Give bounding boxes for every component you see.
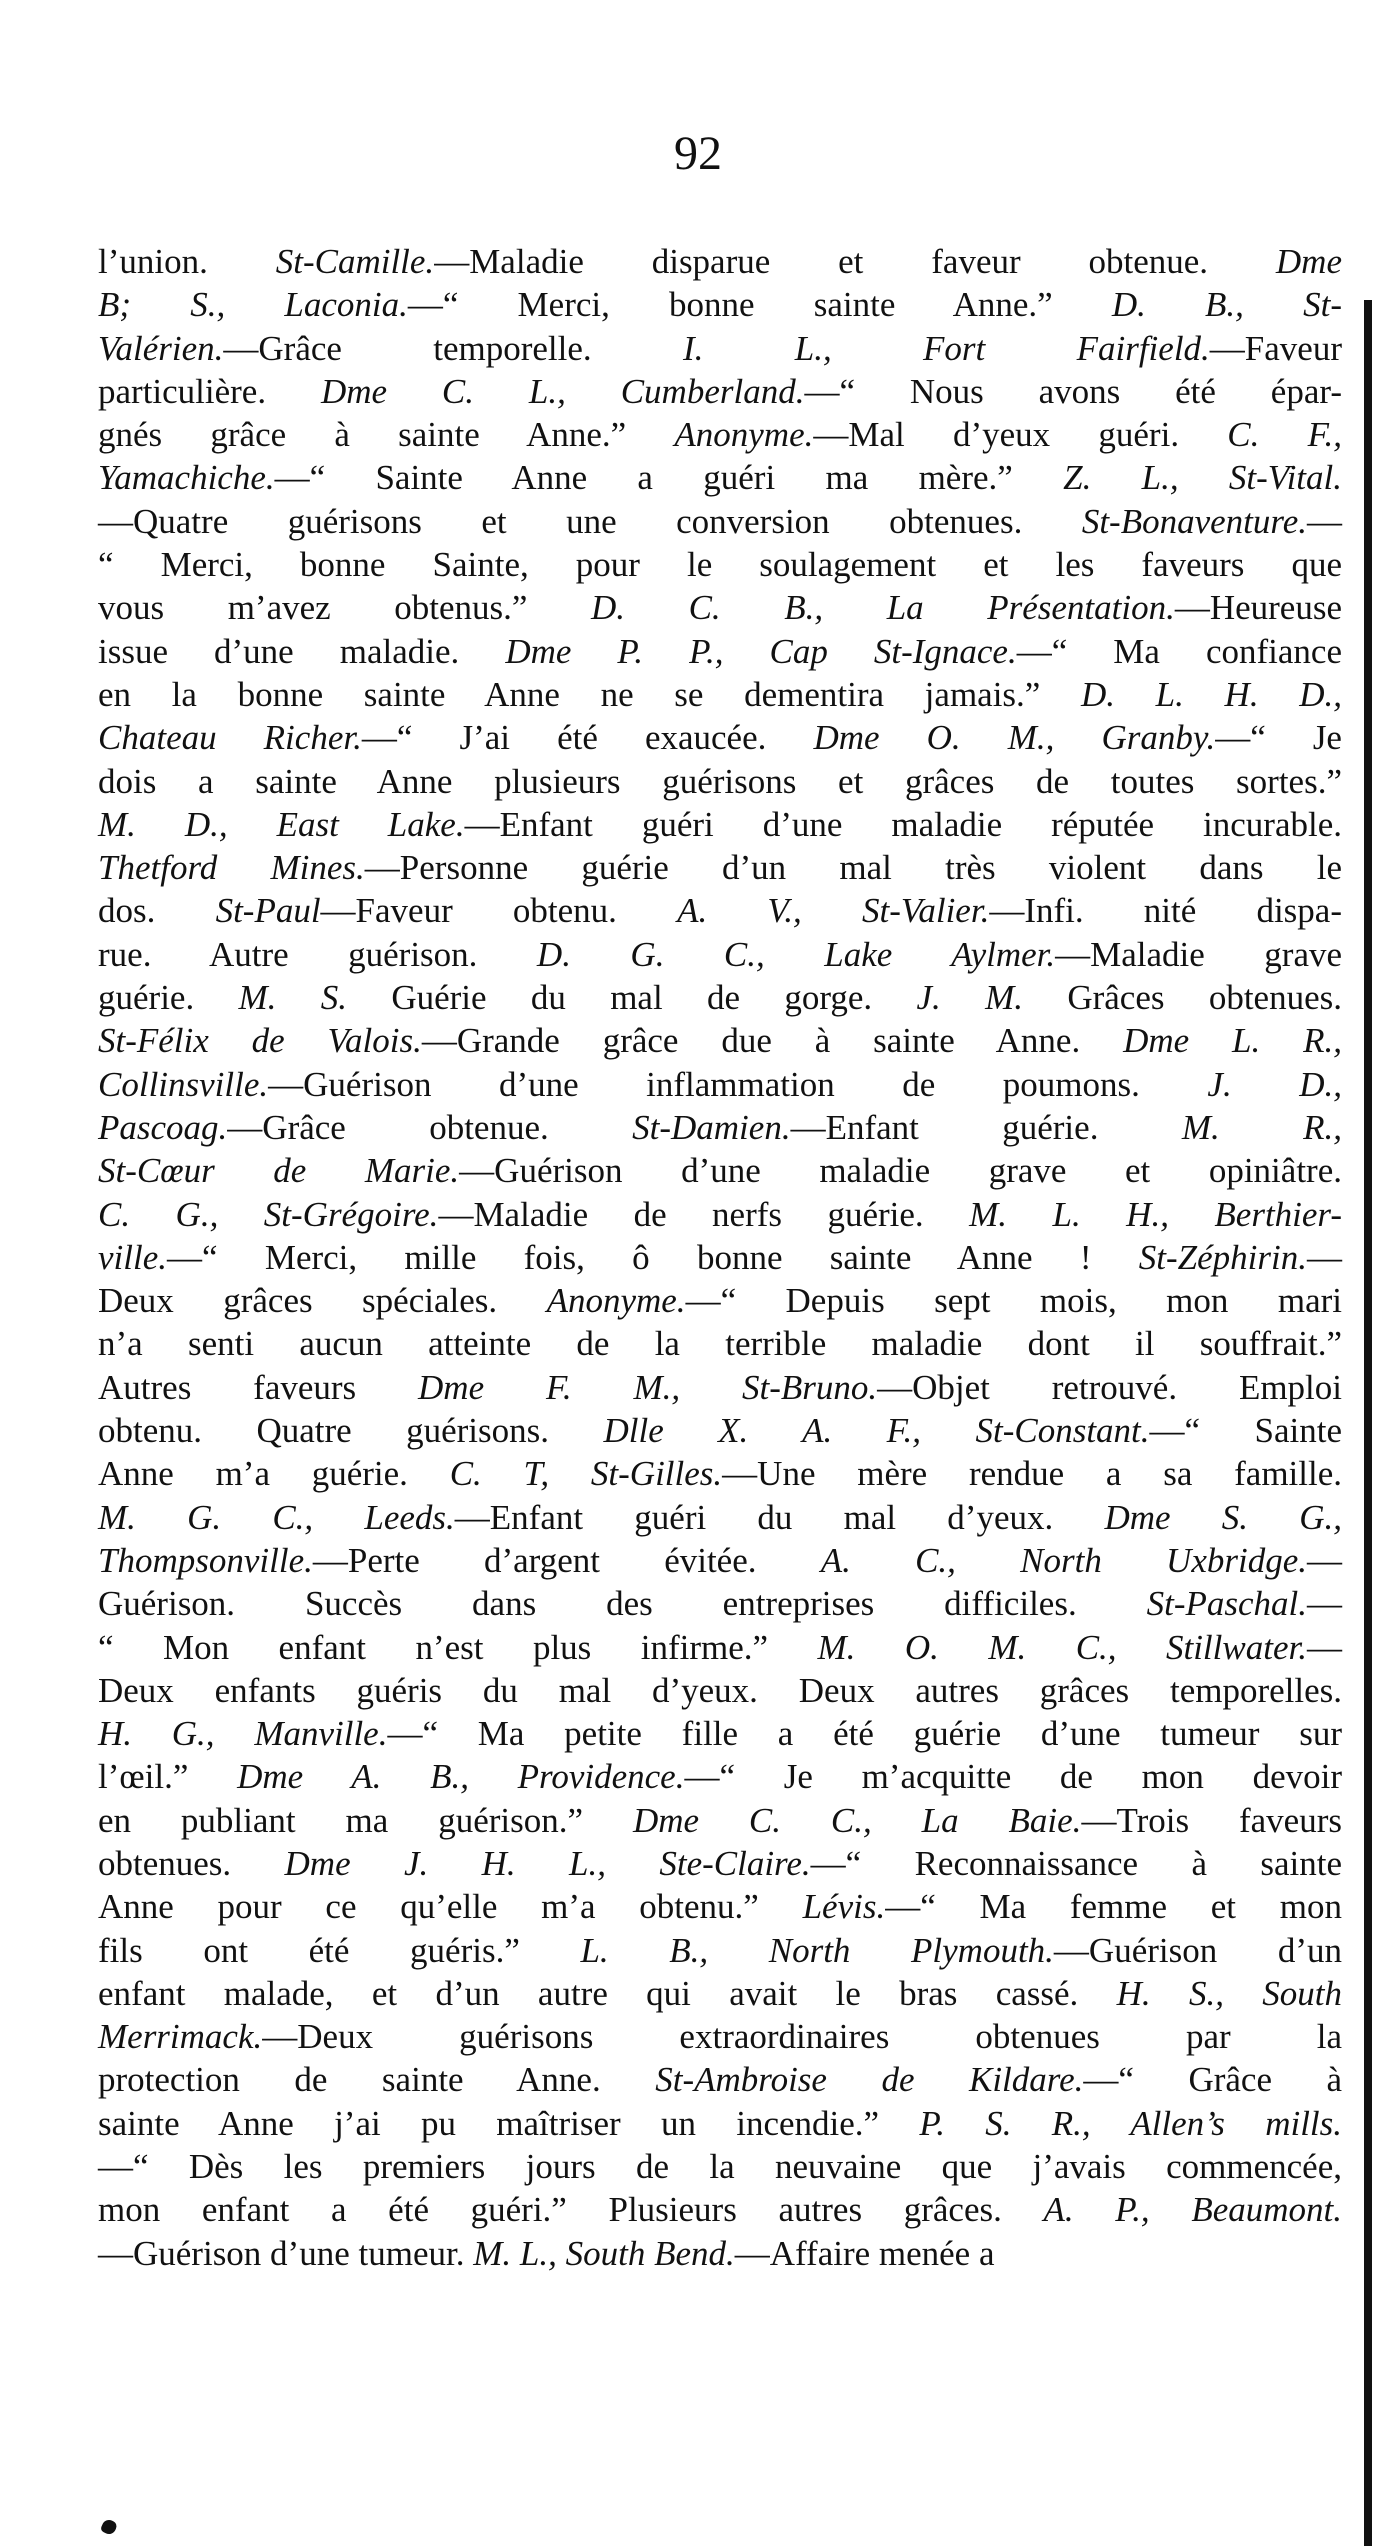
text-segment: enfant malade, et d’un autre qui avait le bras cassé. (98, 1973, 1117, 2013)
italic-segment: Anonyme. (674, 415, 814, 455)
text-segment: l’œil.” (98, 1757, 238, 1797)
text-segment: —“ Nous avons été épar- (804, 371, 1342, 411)
text-segment: —“ Reconnaissance à sainte (810, 1843, 1342, 1883)
text-segment: “ Mon enfant n’est plus infirme.” (98, 1627, 818, 1667)
text-segment: Deux enfants guéris du mal d’yeux. Deux autres grâces temporelles. (98, 1670, 1342, 1710)
text-segment: —Guérison d’une tumeur. (98, 2233, 474, 2273)
text-segment: sainte Anne j’ai pu maîtriser un incendie.” (98, 2103, 920, 2143)
italic-segment: St-Félix de Valois. (98, 1021, 422, 1061)
page-edge-rule (1364, 300, 1372, 2546)
text-segment: —Grâce obtenue. (227, 1107, 633, 1147)
text-segment: —Objet retrouvé. Emploi (877, 1367, 1342, 1407)
italic-segment: Valérien. (98, 328, 224, 368)
text-segment: —Enfant guéri d’une maladie réputée incurable. (464, 804, 1342, 844)
page-number: 92 (674, 127, 722, 180)
italic-segment: D. C. B., La Présentation. (590, 588, 1175, 628)
italic-segment: M. L., South Bend. (473, 2233, 735, 2273)
text-segment: n’a senti aucun atteinte de la terrible maladie dont il souffrait.” (98, 1324, 1342, 1364)
italic-segment: Pascoag. (98, 1107, 228, 1147)
text-line (98, 1322, 1342, 1365)
text-line (98, 1452, 1342, 1495)
text-segment: —Perte d’argent évitée. (312, 1540, 821, 1580)
italic-segment: Yamachiche. (98, 458, 275, 498)
text-segment: Guérie du mal de gorge. (347, 978, 917, 1018)
text-line (98, 630, 1342, 673)
text-segment: —“ Depuis sept mois, mon mari (685, 1281, 1342, 1321)
text-segment: particulière. (98, 371, 321, 411)
text-segment: —Guérison d’un (1053, 1930, 1342, 1970)
text-segment: obtenu. Quatre guérisons. (98, 1411, 604, 1451)
text-line (98, 1193, 1342, 1236)
text-segment: en la bonne sainte Anne ne se dementira jamais.” (98, 674, 1081, 714)
italic-segment: C. F., (1227, 415, 1342, 455)
italic-segment: Merrimack. (98, 2017, 263, 2057)
italic-segment: Lévis. (802, 1887, 886, 1927)
italic-segment: St-Cœur de Marie. (98, 1151, 460, 1191)
italic-segment: Dme C. C., La Baie. (632, 1800, 1082, 1840)
text-line (98, 456, 1342, 499)
text-segment: —Guérison d’une inflammation de poumons. (268, 1064, 1208, 1104)
text-segment: vous m’avez obtenus.” (98, 588, 591, 628)
text-line (98, 1236, 1342, 1279)
text-line (98, 413, 1342, 456)
italic-segment: Dme J. H. L., Ste-Claire. (284, 1843, 811, 1883)
text-segment: protection de sainte Anne. (98, 2060, 656, 2100)
italic-segment: Chateau Richer. (98, 718, 362, 758)
text-segment: Autres faveurs (98, 1367, 419, 1407)
text-segment: Grâces obtenues. (1023, 978, 1342, 1018)
text-segment: —Maladie disparue et faveur obtenue. (434, 242, 1276, 281)
text-segment: issue d’une maladie. (98, 631, 506, 671)
text-line (98, 1799, 1342, 1842)
italic-segment: M. R., (1181, 1107, 1342, 1147)
text-segment: gnés grâce à sainte Anne.” (98, 415, 675, 455)
text-segment: —Trois faveurs (1081, 1800, 1342, 1840)
text-line (98, 1669, 1342, 1712)
text-segment: fils ont été guéris.” (98, 1930, 581, 1970)
italic-segment: Collinsville. (98, 1064, 269, 1104)
italic-segment: I. L., Fort Fairfield. (683, 328, 1210, 368)
italic-segment: St-Paschal. (1146, 1584, 1307, 1624)
italic-segment: St-Ambroise de Kildare. (655, 2060, 1084, 2100)
italic-segment: St-Zéphirin. (1138, 1237, 1307, 1277)
text-segment: —Faveur (1209, 328, 1342, 368)
text-segment: l’union. (98, 242, 276, 281)
text-segment: — (1307, 1237, 1342, 1277)
italic-segment: ville. (98, 1237, 167, 1277)
italic-segment: Anonyme. (546, 1281, 686, 1321)
italic-segment: St-Bonaventure. (1081, 501, 1307, 541)
text-line (98, 716, 1342, 759)
text-segment: —Enfant guérie. (790, 1107, 1182, 1147)
text-segment: —“ Sainte (1149, 1411, 1342, 1451)
text-segment: —Maladie de nerfs guérie. (438, 1194, 970, 1234)
text-line (98, 240, 1342, 283)
text-line (98, 500, 1342, 543)
text-segment: rue. Autre guérison. (98, 934, 537, 974)
body-text (98, 240, 1342, 2275)
italic-segment: Dme C. L., Cumberland. (320, 371, 805, 411)
text-line (98, 1842, 1342, 1885)
text-line (98, 1582, 1342, 1625)
italic-segment: L. B., North Plymouth. (580, 1930, 1054, 1970)
text-segment: —“ Merci, mille fois, ô bonne sainte Anne ! (167, 1237, 1139, 1277)
text-line (98, 1149, 1342, 1192)
text-segment: “ Merci, bonne Sainte, pour le soulagement et les faveurs que (98, 545, 1342, 585)
italic-segment: Dme S. G., (1104, 1497, 1342, 1537)
text-line (98, 2232, 1342, 2275)
text-line (98, 1279, 1342, 1322)
text-line (98, 1063, 1342, 1106)
text-line (98, 760, 1342, 803)
text-segment: — (1307, 1540, 1342, 1580)
italic-segment: D. G. C., Lake Aylmer. (536, 934, 1056, 974)
text-segment: —Personne guérie d’un mal très violent dans le (364, 848, 1342, 888)
text-line (98, 327, 1342, 370)
text-line (98, 370, 1342, 413)
italic-segment: Dme F. M., St-Bruno. (418, 1367, 878, 1407)
text-segment: —Guérison d’une maladie grave et opiniâtre. (459, 1151, 1342, 1191)
italic-segment: Thompsonville. (98, 1540, 313, 1580)
text-line (98, 2015, 1342, 2058)
ink-blot (100, 2518, 119, 2537)
italic-segment: M. L. H., Berthier- (969, 1194, 1342, 1234)
text-segment: —“ Ma confiance (1016, 631, 1342, 671)
text-segment: nité dispa- (1143, 891, 1342, 931)
text-segment: —Enfant guéri du mal d’yeux. (454, 1497, 1105, 1537)
italic-segment: J. M. (916, 978, 1024, 1018)
italic-segment: J. D., (1207, 1064, 1342, 1104)
text-segment: —Infi. (989, 891, 1144, 931)
text-line (98, 1755, 1342, 1798)
italic-segment: A. C., North Uxbridge. (820, 1540, 1307, 1580)
italic-segment: C. T, St-Gilles. (449, 1454, 723, 1494)
italic-segment: Dme (1275, 242, 1342, 281)
text-segment: —Affaire menée a (734, 2233, 995, 2273)
text-segment: mon enfant a été guéri.” Plusieurs autres grâces. (98, 2190, 1044, 2230)
italic-segment: St-Damien. (632, 1107, 791, 1147)
text-line (98, 2102, 1342, 2145)
italic-segment: M. O. M. C., Stillwater. (817, 1627, 1307, 1667)
text-line (98, 543, 1342, 586)
italic-segment: Z. L., St-Vital. (1063, 458, 1343, 498)
text-segment: — (1306, 1627, 1342, 1667)
text-line (98, 846, 1342, 889)
text-segment: —“ J’ai été exaucée. (361, 718, 814, 758)
italic-segment: Thetford Mines. (98, 848, 365, 888)
italic-segment: Dme P. P., Cap St-Ignace. (505, 631, 1017, 671)
text-segment: en publiant ma guérison.” (98, 1800, 633, 1840)
text-line (98, 2188, 1342, 2231)
text-segment: — (1307, 501, 1342, 541)
text-line (98, 1106, 1342, 1149)
text-line (98, 933, 1342, 976)
italic-segment: St-Paul (215, 891, 321, 931)
italic-segment: B; S., Laconia. (98, 285, 408, 325)
text-segment: —“ Ma femme et mon (885, 1887, 1342, 1927)
italic-segment: M. D., East Lake. (98, 804, 465, 844)
text-line (98, 1366, 1342, 1409)
italic-segment: D. B., St- (1111, 285, 1342, 325)
text-line (98, 1409, 1342, 1452)
italic-segment: M. S. (238, 978, 348, 1018)
text-line (98, 889, 1342, 932)
text-line (98, 1712, 1342, 1755)
text-line (98, 1539, 1342, 1582)
text-segment: Guérison. Succès dans des entreprises difficiles. (98, 1584, 1147, 1624)
text-segment: —Deux guérisons extraordinaires obtenues par la (262, 2017, 1342, 2057)
italic-segment: A. P., Beaumont. (1043, 2190, 1342, 2230)
italic-segment: P. S. R., Allen’s mills. (919, 2103, 1343, 2143)
text-segment: —“ Je m’acquitte de mon devoir (684, 1757, 1343, 1797)
text-segment: guérie. (98, 978, 239, 1018)
text-segment: —Quatre guérisons et une conversion obtenues. (98, 501, 1082, 541)
text-line (98, 1626, 1342, 1669)
text-line (98, 1885, 1342, 1928)
text-segment: —“ Grâce à (1083, 2060, 1343, 2100)
italic-segment: A. V., St-Valier. (677, 891, 990, 931)
text-segment: —Grâce temporelle. (223, 328, 684, 368)
italic-segment: Dme A. B., Providence. (237, 1757, 685, 1797)
text-line (98, 2058, 1342, 2101)
italic-segment: Dlle X. A. F., St-Constant. (603, 1411, 1150, 1451)
text-line (98, 976, 1342, 1019)
text-segment: Anne m’a guérie. (98, 1454, 450, 1494)
text-segment: dos. (98, 891, 216, 931)
text-segment: —Maladie grave (1055, 934, 1343, 974)
italic-segment: C. G., St-Grégoire. (98, 1194, 439, 1234)
text-line (98, 1019, 1342, 1062)
text-line (98, 1972, 1342, 2015)
text-line (98, 586, 1342, 629)
text-line (98, 803, 1342, 846)
text-line (98, 2145, 1342, 2188)
italic-segment: M. G. C., Leeds. (98, 1497, 455, 1537)
italic-segment: D. L. H. D., (1081, 674, 1342, 714)
italic-segment: H. G., Manville. (98, 1714, 388, 1754)
text-segment: —Faveur obtenu. (320, 891, 678, 931)
text-line (98, 673, 1342, 716)
italic-segment: St-Camille. (275, 242, 435, 281)
text-line (98, 1496, 1342, 1539)
text-segment: dois a sainte Anne plusieurs guérisons et grâces de toutes sortes.” (98, 761, 1342, 801)
text-segment: — (1307, 1584, 1342, 1624)
text-segment: Deux grâces spéciales. (98, 1281, 547, 1321)
italic-segment: Dme L. R., (1123, 1021, 1342, 1061)
text-line (98, 283, 1342, 326)
text-segment: —“ Merci, bonne sainte Anne.” (407, 285, 1112, 325)
text-segment: obtenues. (98, 1843, 285, 1883)
text-segment: —“ Ma petite fille a été guérie d’une tumeur sur (387, 1714, 1342, 1754)
text-segment: Anne pour ce qu’elle m’a obtenu.” (98, 1887, 803, 1927)
text-segment: —Une mère rendue a sa famille. (722, 1454, 1342, 1494)
text-segment: —Heureuse (1174, 588, 1342, 628)
italic-segment: H. S., South (1116, 1973, 1342, 2013)
text-segment: —Mal d’yeux guéri. (813, 415, 1228, 455)
text-segment: —“ Sainte Anne a guéri ma mère.” (274, 458, 1064, 498)
italic-segment: Dme O. M., Granby. (813, 718, 1216, 758)
text-line (98, 1929, 1342, 1972)
text-segment: —“ Dès les premiers jours de la neuvaine que j’avais commencée, (98, 2147, 1342, 2187)
text-segment: —Grande grâce due à sainte Anne. (421, 1021, 1124, 1061)
text-segment: —“ Je (1215, 718, 1342, 758)
